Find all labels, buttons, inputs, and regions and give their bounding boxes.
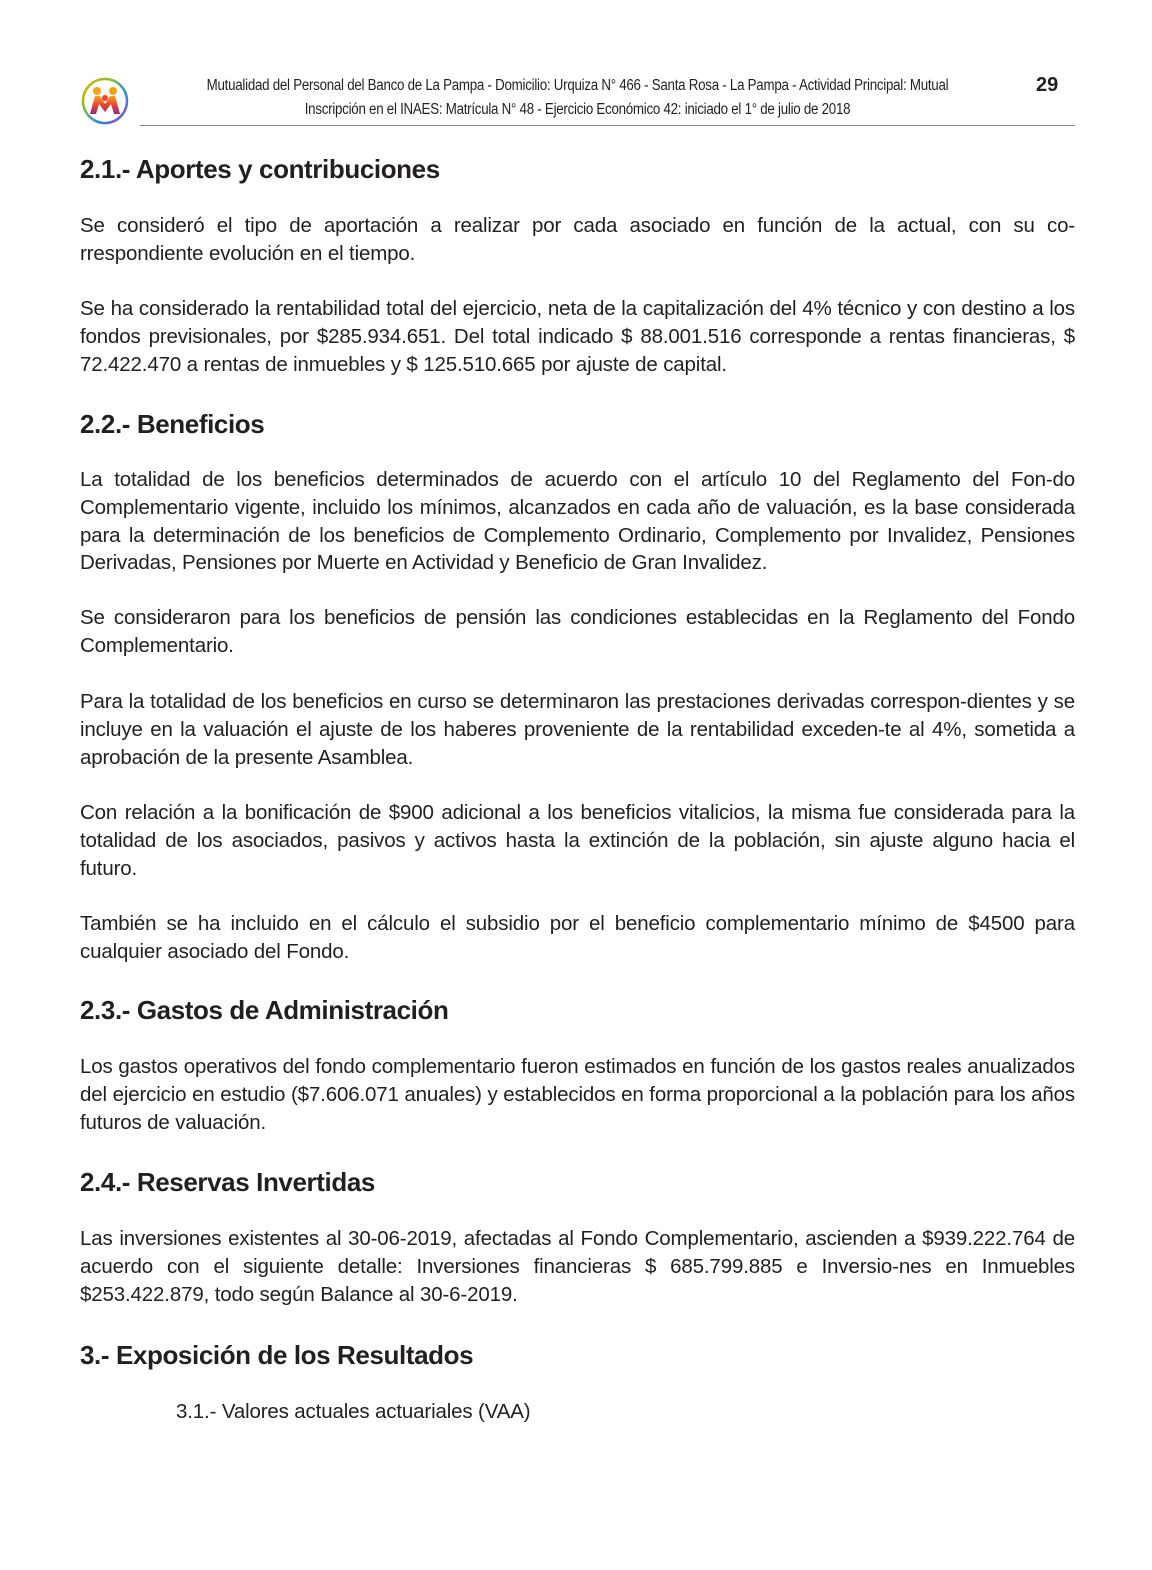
paragraph: Se consideraron para los beneficios de pensión las condiciones establecidas en la Reglamento del Fondo Complementario.	[80, 606, 1075, 657]
paragraph: Se consideró el tipo de aportación a realizar por cada asociado en función de la actual, con su co-rrespondiente evolución en el tiempo.	[80, 214, 1075, 265]
section-title-exposicion: 3.- Exposición de los Resultados	[80, 1340, 474, 1370]
section-title-gastos: 2.3.- Gastos de Administración	[80, 995, 449, 1025]
header-line-1: Mutualidad del Personal del Banco de La Pampa - Domicilio: Urquiza N° 466 - Santa Rosa - La Pampa - Actividad Principal: Mutual	[206, 77, 949, 94]
section-title-aportes: 2.1.- Aportes y contribuciones	[80, 154, 440, 184]
section-title-beneficios: 2.2.- Beneficios	[80, 409, 265, 439]
paragraph: La totalidad de los beneficios determinados de acuerdo con el artículo 10 del Reglamento del Fon-do Complementario vigente, incluido los mínimos, alcanzados en cada año de valuación, es la base considerada para la determinación de los beneficios de Complemento Ordinario, Complemento por Invalidez, Pensiones Derivadas, Pensiones por Muerte en Actividad y Beneficio de Gran Invalidez.	[80, 468, 1075, 575]
paragraph: También se ha incluido en el cálculo el subsidio por el beneficio complementario mínimo de $4500 para cualquier asociado del Fondo.	[80, 912, 1075, 963]
subsection-title-vaa: 3.1.- Valores actuales actuariales (VAA)	[176, 1400, 531, 1423]
header-divider	[140, 125, 1075, 126]
paragraph: Los gastos operativos del fondo complementario fueron estimados en función de los gastos reales anualizados del ejercicio en estudio ($7.606.071 anuales) y establecidos en forma proporcional a la población para los años futuros de valuación.	[80, 1055, 1075, 1134]
page-header	[0, 0, 1152, 140]
header-text	[140, 74, 1015, 122]
header-line-2: Inscripción en el INAES: Matrícula N° 48 - Ejercicio Económico 42: iniciado el 1° de julio de 2018	[304, 101, 851, 118]
paragraph: Las inversiones existentes al 30-06-2019, afectadas al Fondo Complementario, ascienden a $939.222.764 de acuerdo con el siguiente detalle: Inversiones financieras $ 685.799.885 e Inversio-nes en Inmuebles $253.422.879, todo según Balance al 30-6-2019.	[80, 1227, 1075, 1306]
paragraph: Para la totalidad de los beneficios en curso se determinaron las prestaciones derivadas correspon-dientes y se incluye en la valuación el ajuste de los haberes proveniente de la rentabilidad exceden-te al 4%, sometida a aprobación de la presente Asamblea.	[80, 690, 1075, 769]
section-title-reservas: 2.4.- Reservas Invertidas	[80, 1167, 375, 1197]
mutual-logo-icon	[80, 76, 130, 126]
page-number: 29	[1036, 74, 1059, 96]
paragraph: Se ha considerado la rentabilidad total del ejercicio, neta de la capitalización del 4% técnico y con destino a los fondos previsionales, por $285.934.651. Del total indicado $ 88.001.516 corresponde a rentas financieras, $ 72.422.470 a rentas de inmuebles y $ 125.510.665 por ajuste de capital.	[80, 297, 1075, 376]
paragraph: Con relación a la bonificación de $900 adicional a los beneficios vitalicios, la misma fue considerada para la totalidad de los asociados, pasivos y activos hasta la extinción de la población, sin ajuste alguno hacia el futuro.	[80, 801, 1075, 880]
